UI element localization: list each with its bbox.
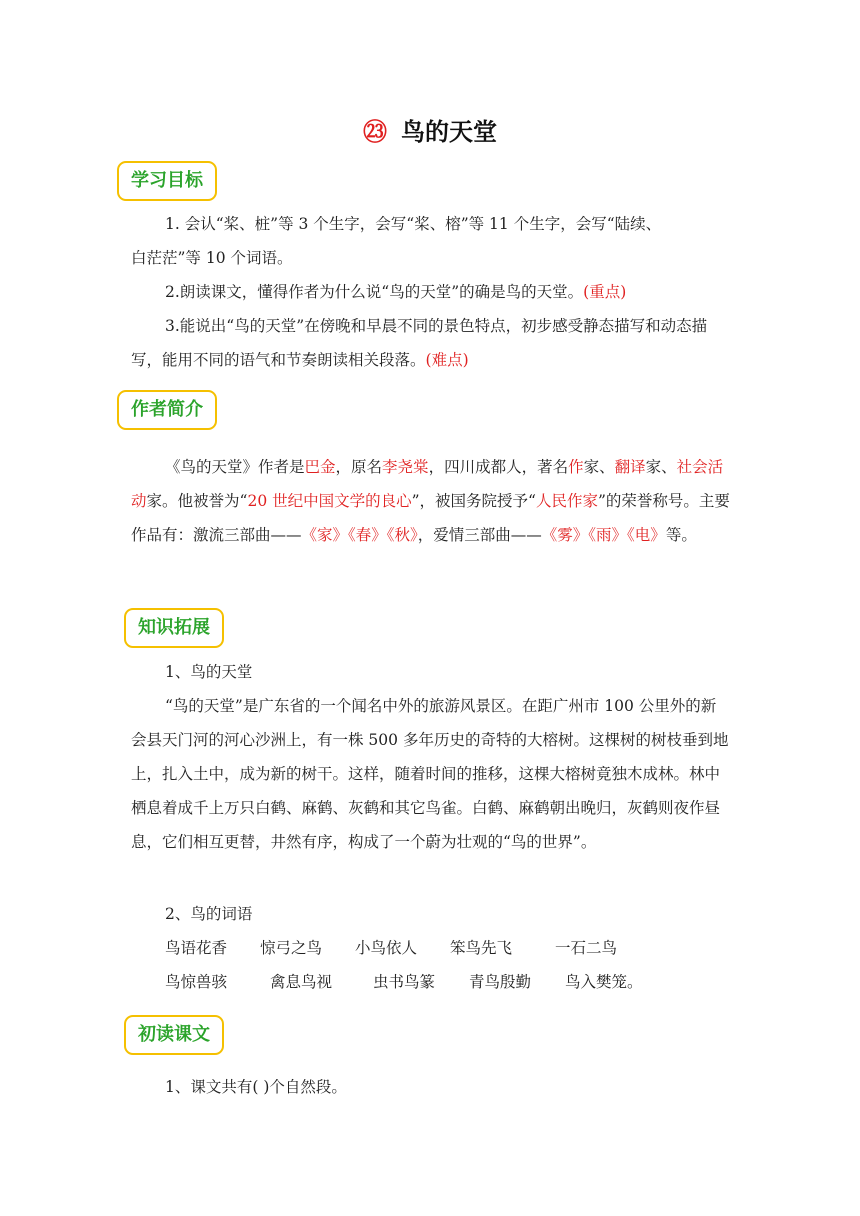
- author-works-torrent: 《家》《春》《秋》: [301, 526, 418, 544]
- author-role-writer: 作: [568, 458, 584, 476]
- goal-2-text: 2.朗读课文，懂得作者为什么说“鸟的天堂”的确是鸟的天堂。: [165, 283, 584, 301]
- section-badge-knowledge: 知识拓展: [124, 608, 224, 648]
- goal-3-tag: (难点): [425, 351, 469, 369]
- section-badge-reading: 初读课文: [124, 1015, 224, 1055]
- author-text: 家、: [583, 458, 615, 476]
- idiom: 青鸟殷勤: [469, 973, 532, 991]
- reading-question-1: 1、课文共有( )个自然段。: [165, 1078, 347, 1096]
- author-text: 家。他被誉为“: [146, 492, 248, 510]
- author-pen-name: 巴金: [304, 458, 336, 476]
- section-badge-author: 作者简介: [117, 390, 217, 430]
- author-text: ，四川成都人，著名: [428, 458, 569, 476]
- lesson-number: ㉓: [363, 118, 387, 146]
- idiom: 鸟惊兽骇: [165, 973, 228, 991]
- idiom: 小鸟依人: [355, 939, 418, 957]
- idiom: 鸟语花香: [165, 939, 228, 957]
- author-text: ”的荣誉称号。主要作品有：激流三部曲——: [131, 492, 730, 544]
- author-paragraph: [131, 450, 731, 552]
- author-text: ”，被国务院授予“: [411, 492, 536, 510]
- goal-3-text: 3.能说出“鸟的天堂”在傍晚和早晨不同的景色特点，初步感受静态描写和动态描写，能用不同的语气和节奏朗读相关段落。: [131, 317, 708, 369]
- goal-2-tag: (重点): [583, 283, 627, 301]
- page-title: [0, 112, 860, 147]
- author-role-activist: 社会活动: [131, 458, 724, 510]
- author-text: 家、: [645, 458, 677, 476]
- section-badge-goals: 学习目标: [117, 161, 217, 201]
- goal-2: [165, 275, 626, 309]
- idiom: 一石二鸟: [555, 939, 618, 957]
- author-honor: 20 世纪中国文学的良心: [247, 492, 412, 510]
- author-real-name: 李尧棠: [382, 458, 429, 476]
- goal-3: [131, 309, 731, 377]
- idiom-row-1: [165, 931, 617, 965]
- knowledge-heading-1: 1、鸟的天堂: [165, 663, 253, 681]
- goal-1-line-2: 白茫茫”等 10 个词语。: [131, 249, 293, 267]
- author-works-love: 《雾》《雨》《电》: [541, 526, 666, 544]
- idiom-row-2: [165, 965, 643, 999]
- idiom: 禽息鸟视: [270, 973, 333, 991]
- idiom: 笨鸟先飞: [450, 939, 513, 957]
- lesson-title: 鸟的天堂: [401, 118, 497, 146]
- knowledge-paragraph: “鸟的天堂”是广东省的一个闻名中外的旅游风景区。在距广州市 100 公里外的新会县天门河的河心沙洲上，有一株 500 多年历史的奇特的大榕树。这棵树的树枝垂到地上，扎入土中，成为新的树干。这样，随着时间的推移，这棵大榕树竟独木成林。林中栖息着成千上万只白鹤、麻鹤、灰鹤和其它鸟雀。白鹤、麻鹤朝出晚归，灰鹤则夜作昼息，它们相互更替，井然有序，构成了一个蔚为壮观的“鸟的世界”。: [131, 697, 729, 851]
- idiom: 虫书鸟篆: [373, 973, 436, 991]
- author-role-translator: 翻译: [614, 458, 646, 476]
- author-text: ，爱情三部曲——: [417, 526, 542, 544]
- idiom: 惊弓之鸟: [260, 939, 323, 957]
- author-text: 等。: [665, 526, 697, 544]
- author-title: 人民作家: [535, 492, 598, 510]
- goal-1-line-1: 1. 会认“桨、桩”等 3 个生字，会写“桨、榕”等 11 个生字，会写“陆续、: [165, 215, 662, 233]
- knowledge-heading-2: 2、鸟的词语: [165, 905, 253, 923]
- idiom: 鸟入樊笼。: [565, 973, 643, 991]
- author-text: 《鸟的天堂》作者是: [165, 458, 305, 476]
- author-text: ，原名: [335, 458, 383, 476]
